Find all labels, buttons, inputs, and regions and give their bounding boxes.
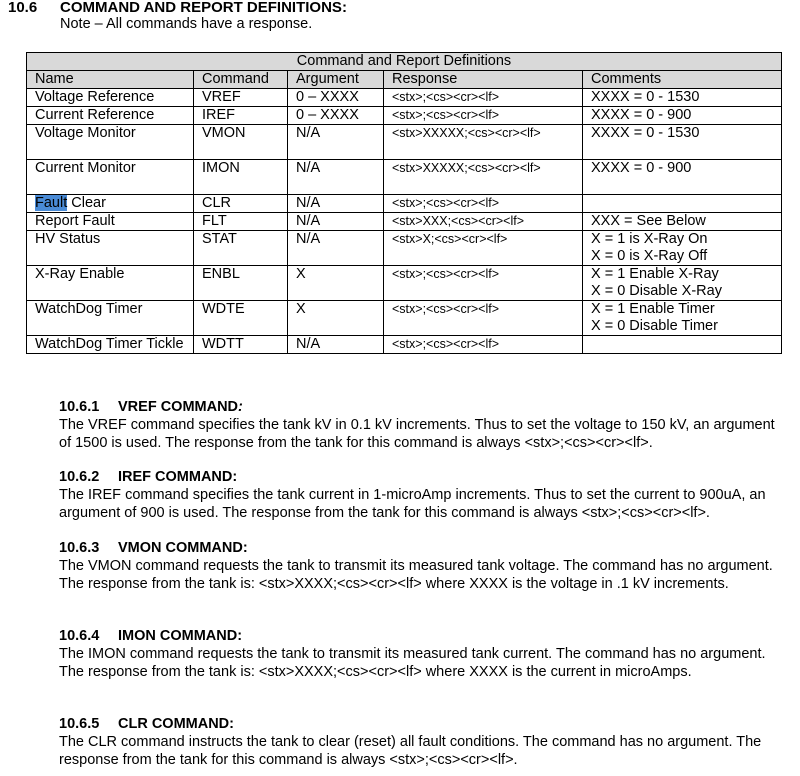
subsection-heading (59, 715, 789, 733)
subsection-heading (59, 627, 789, 645)
comment-line: XXXX = 0 - 900 (591, 107, 692, 123)
section-heading (8, 0, 347, 16)
subsection-body: The IREF command specifies the tank current in 1-microAmp increments. Thus to set the current to 900uA, an argument of 900 is used. The response from the tank for this command is always <stx>;<cs><cr><lf>. (59, 487, 766, 521)
cell-command: WDTE (194, 301, 288, 336)
comment-line: X = 0 Disable Timer (591, 318, 718, 334)
cell-comments (583, 231, 782, 266)
selected-text-highlight[interactable]: Fault (35, 195, 68, 211)
cell-argument: X (288, 301, 384, 336)
column-header-command: Command (194, 71, 288, 89)
subsection-number: 10.6.2 (59, 469, 100, 485)
subsection-body: The IMON command requests the tank to transmit its measured tank current. The command has no argument. The response from the tank is: <stx>XXXX;<cs><cr><lf> where XXXX is the current in microAmps. (59, 646, 766, 680)
cell-argument: N/A (288, 213, 384, 231)
cell-name: WatchDog Timer (27, 301, 194, 336)
subsection-body: The VMON command requests the tank to transmit its measured tank voltage. The command has no argument. The response from the tank is: <stx>XXXX;<cs><cr><lf> where XXXX is the voltage in .1 kV increments. (59, 558, 773, 592)
comment-line: X = 0 is X-Ray Off (591, 248, 708, 264)
table-row (27, 107, 782, 125)
subsection-title: VREF COMMAND (118, 399, 239, 415)
cell-name: Voltage Reference (27, 89, 194, 107)
cell-response: <stx>;<cs><cr><lf> (384, 301, 583, 336)
cell-response: <stx>XXX;<cs><cr><lf> (384, 213, 583, 231)
cell-response: <stx>;<cs><cr><lf> (384, 195, 583, 213)
table-row (27, 266, 782, 301)
cell-argument: 0 – XXXX (288, 89, 384, 107)
cell-comments (583, 266, 782, 301)
comment-line: X = 0 Disable X-Ray (591, 283, 722, 299)
cell-comments (583, 195, 782, 213)
subsection-title: CLR COMMAND: (118, 716, 234, 732)
cell-command: STAT (194, 231, 288, 266)
cell-comments (583, 336, 782, 354)
subsection-number: 10.6.5 (59, 716, 100, 732)
cell-command: IMON (194, 160, 288, 195)
cell-name: Voltage Monitor (27, 125, 194, 160)
cell-comments (583, 107, 782, 125)
column-header-response: Response (384, 71, 583, 89)
subsection-iref (59, 468, 789, 522)
cell-comments (583, 125, 782, 160)
table-row (27, 125, 782, 160)
comment-line: X = 1 Enable Timer (591, 301, 715, 317)
cell-command: FLT (194, 213, 288, 231)
cell-command: IREF (194, 107, 288, 125)
comment-line: XXXX = 0 - 1530 (591, 89, 700, 105)
subsection-heading (59, 468, 789, 486)
subsection-clr (59, 715, 789, 769)
comment-line: XXXX = 0 - 1530 (591, 125, 700, 141)
cell-command: VMON (194, 125, 288, 160)
subsection-vmon (59, 539, 789, 593)
cell-argument: X (288, 266, 384, 301)
table-row (27, 195, 782, 213)
table-row (27, 336, 782, 354)
section-title: COMMAND AND REPORT DEFINITIONS: (60, 0, 347, 16)
cell-response: <stx>XXXXX;<cs><cr><lf> (384, 125, 583, 160)
subsection-number: 10.6.4 (59, 628, 100, 644)
column-header-comments: Comments (583, 71, 782, 89)
cell-response: <stx>XXXXX;<cs><cr><lf> (384, 160, 583, 195)
cell-response: <stx>;<cs><cr><lf> (384, 89, 583, 107)
subsection-body: The VREF command specifies the tank kV in 0.1 kV increments. Thus to set the voltage to 150 kV, an argument of 1500 is used. The response from the tank for this command is always <stx>;<cs><cr><lf>. (59, 417, 775, 451)
cell-comments (583, 213, 782, 231)
cell-argument: N/A (288, 160, 384, 195)
cell-response: <stx>X;<cs><cr><lf> (384, 231, 583, 266)
cell-command: VREF (194, 89, 288, 107)
cell-name (27, 195, 194, 213)
command-definitions-table (26, 52, 782, 354)
cell-command: WDTT (194, 336, 288, 354)
cell-response: <stx>;<cs><cr><lf> (384, 266, 583, 301)
comment-line: XXX = See Below (591, 213, 706, 229)
table-row (27, 213, 782, 231)
table-row (27, 231, 782, 266)
cell-argument: N/A (288, 231, 384, 266)
cell-argument: 0 – XXXX (288, 107, 384, 125)
cell-comments (583, 89, 782, 107)
subsection-body: The CLR command instructs the tank to clear (reset) all fault conditions. The command has no argument. The response from the tank for this command is always <stx>;<cs><cr><lf>. (59, 734, 762, 768)
cell-name: HV Status (27, 231, 194, 266)
cell-name: X-Ray Enable (27, 266, 194, 301)
subsection-heading (59, 398, 789, 416)
cell-argument: N/A (288, 195, 384, 213)
cell-name: Current Monitor (27, 160, 194, 195)
subsection-number: 10.6.1 (59, 399, 100, 415)
cell-name: WatchDog Timer Tickle (27, 336, 194, 354)
subsection-title-suffix: : (238, 399, 243, 415)
subsection-heading (59, 539, 789, 557)
subsection-title: VMON COMMAND: (118, 540, 248, 556)
section-number: 10.6 (8, 0, 38, 16)
cell-comments (583, 160, 782, 195)
subsection-vref (59, 398, 789, 452)
comment-line: X = 1 is X-Ray On (591, 231, 708, 247)
subsection-title: IREF COMMAND: (118, 469, 238, 485)
column-header-name: Name (27, 71, 194, 89)
cell-response: <stx>;<cs><cr><lf> (384, 336, 583, 354)
table-row (27, 89, 782, 107)
table-row (27, 301, 782, 336)
subsection-imon (59, 627, 789, 681)
table-row (27, 160, 782, 195)
cell-command: ENBL (194, 266, 288, 301)
cell-argument: N/A (288, 336, 384, 354)
comment-line: XXXX = 0 - 900 (591, 160, 692, 176)
column-header-argument: Argument (288, 71, 384, 89)
cell-name-rest: Clear (67, 195, 106, 211)
section-note: Note – All commands have a response. (60, 16, 313, 32)
cell-command: CLR (194, 195, 288, 213)
cell-name: Report Fault (27, 213, 194, 231)
comment-line: X = 1 Enable X-Ray (591, 266, 719, 282)
cell-argument: N/A (288, 125, 384, 160)
table-caption: Command and Report Definitions (27, 53, 782, 71)
cell-comments (583, 301, 782, 336)
subsection-title: IMON COMMAND: (118, 628, 243, 644)
cell-response: <stx>;<cs><cr><lf> (384, 107, 583, 125)
subsection-number: 10.6.3 (59, 540, 100, 556)
cell-name: Current Reference (27, 107, 194, 125)
